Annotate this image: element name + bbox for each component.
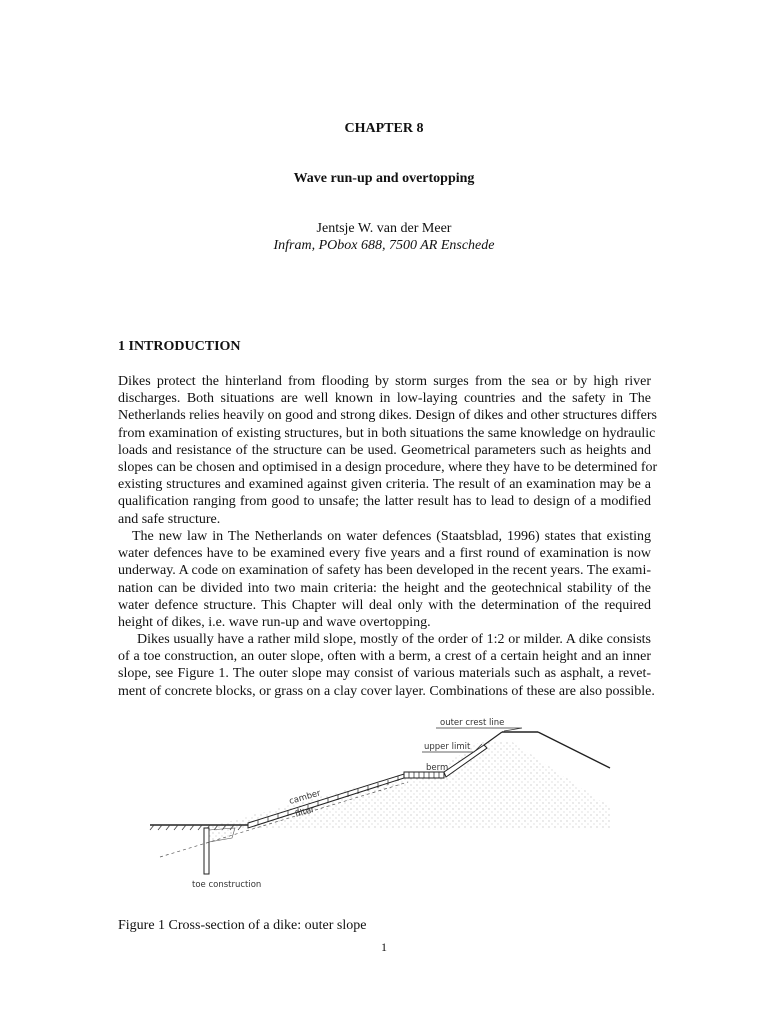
section-heading: 1 INTRODUCTION	[118, 339, 241, 354]
paragraph-1	[118, 373, 658, 528]
text-line: qualification ranging from good to unsafe; the latter result has to lead to design of a modified	[118, 494, 651, 510]
text-line: water defence structure. This Chapter will deal only with the determination of the required	[118, 597, 651, 613]
chapter-title: Wave run-up and overtopping	[293, 171, 475, 186]
chapter-label: CHAPTER 8	[344, 121, 424, 136]
page-number: 1	[381, 940, 387, 954]
text-line: loads and resistance of the structure can be used. Geometrical parameters such as heights and	[118, 442, 651, 458]
dike-cross-section-figure	[140, 712, 620, 897]
label-camber: camber	[288, 788, 322, 807]
text-line: slope, see Figure 1. The outer slope may consist of various materials such as asphalt, a revet-	[118, 666, 651, 682]
text-line: Dikes protect the hinterland from flooding by storm surges from the sea or by high river	[118, 374, 651, 389]
text-line: ment of concrete blocks, or grass on a clay cover layer. Combinations of these are also possible.	[118, 683, 655, 699]
crest-leader	[436, 728, 522, 731]
author-affiliation: Infram, PObox 688, 7500 AR Enschede	[273, 238, 495, 253]
text-line: and safe structure.	[118, 511, 221, 527]
text-line: height of dikes, i.e. wave run-up and wave overtopping.	[118, 614, 431, 630]
text-line: nation can be divided into two main criteria: the height and the geotechnical stability of the	[118, 580, 651, 596]
figure-caption: Figure 1 Cross-section of a dike: outer slope	[118, 918, 367, 933]
text-line: Netherlands relies heavily on good and strong dikes. Design of dikes and other structures differs	[118, 408, 657, 424]
text-line: The new law in The Netherlands on water defences (Staatsblad, 1996) states that existing	[132, 529, 651, 544]
label-filter: filter	[294, 804, 316, 820]
paragraph-2	[118, 528, 651, 631]
label-upper-limit: upper limit	[424, 742, 471, 752]
inner-slope-line	[538, 732, 610, 768]
paragraph-3	[118, 631, 655, 700]
text-line: discharges. Both situations are well known in low-laying countries and the safety in The	[118, 391, 651, 407]
text-line: water defences have to be examined every five years and a first round of examination is now	[118, 546, 651, 562]
ground-mask	[200, 828, 620, 897]
label-outer-crest-line: outer crest line	[440, 718, 505, 728]
label-berm: berm	[426, 763, 449, 773]
text-line: from examination of existing structures, but in both situations the same knowledge on hydraulic	[118, 425, 656, 441]
text-line: of a toe construction, an outer slope, often with a berm, a crest of a certain height and an inner	[118, 649, 651, 665]
text-line: slopes can be chosen and optimised in a design procedure, where they have to be determined for	[118, 459, 658, 475]
author-name: Jentsje W. van der Meer	[316, 221, 452, 236]
toe-pile	[204, 828, 209, 874]
text-line: existing structures and examined against given criteria. The result of an examination may be a	[118, 477, 651, 493]
text-line: Dikes usually have a rather mild slope, mostly of the order of 1:2 or milder. A dike consists	[137, 632, 651, 647]
text-line: underway. A code on examination of safety has been developed in the recent years. The exami-	[118, 563, 651, 579]
label-toe-construction: toe construction	[192, 880, 262, 890]
